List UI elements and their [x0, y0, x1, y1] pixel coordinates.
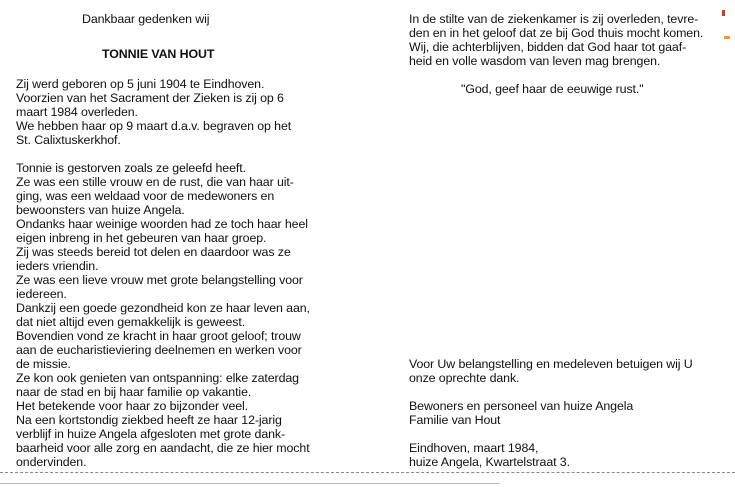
- paragraph-line: St. Calixtuskerkhof.: [16, 133, 121, 147]
- paragraph-line: baarheid voor alle zorg en aandacht, die ze hier mocht: [16, 441, 310, 455]
- paragraph-line: Bovendien vond ze kracht in haar groot geloof; trouw: [16, 329, 301, 343]
- bottom-divider: [0, 472, 735, 474]
- paragraph-line: eigen inbreng in het gebeuren van haar groep.: [16, 231, 267, 245]
- paragraph-line: Wij, die achterblijven, bidden dat God haar tot gaaf-: [409, 40, 687, 54]
- paragraph-line: iedereen.: [16, 287, 67, 301]
- paragraph-line: verblijf in huize Angela afgesloten met grote dank-: [16, 427, 286, 441]
- paragraph-line: Ze was een stille vrouw en de rust, die van haar uit-: [16, 175, 294, 189]
- paragraph-line: Dankzij een goede gezondheid kon ze haar leven aan,: [16, 301, 310, 315]
- paragraph-line: Ondanks haar weinige woorden had ze toch haar heel: [16, 217, 308, 231]
- intro-text: Dankbaar gedenken wij: [82, 12, 210, 26]
- paragraph-line: heid en volle wasdom van leven mag brengen.: [409, 54, 661, 68]
- paragraph-line: den en in het geloof dat ze bij God thuis mocht komen.: [409, 26, 704, 40]
- paragraph-line: In de stilte van de ziekenkamer is zij overleden, tevre-: [409, 12, 699, 26]
- paragraph-line: Familie van Hout: [409, 413, 501, 427]
- paragraph-line: Zij werd geboren op 5 juni 1904 te Eindhoven.: [16, 77, 265, 91]
- paragraph-line: Het betekende voor haar zo bijzonder veel.: [16, 399, 249, 413]
- paragraph-line: ging, was een weldaad voor de medewoners en: [16, 189, 275, 203]
- bottom-edge-line: [0, 483, 500, 484]
- paragraph-line: naar de stad en bij haar familie op vakantie.: [16, 385, 252, 399]
- paragraph-line: Ze kon ook genieten van ontspanning: elke zaterdag: [16, 371, 299, 385]
- paragraph-line: maart 1984 overleden.: [16, 105, 138, 119]
- paragraph-line: Voorzien van het Sacrament der Zieken is zij op 6: [16, 91, 284, 105]
- paragraph-line: aan de eucharistieviering deelnemen en werken voor: [16, 343, 302, 357]
- paragraph-line: onze oprechte dank.: [409, 371, 520, 385]
- prayer-text: "God, geef haar de eeuwige rust.": [461, 82, 644, 96]
- paragraph-line: Bewoners en personeel van huize Angela: [409, 399, 634, 413]
- deceased-name: TONNIE VAN HOUT: [102, 47, 215, 61]
- paragraph-line: Tonnie is gestorven zoals ze geleefd heeft.: [16, 161, 246, 175]
- paragraph-line: Eindhoven, maart 1984,: [409, 441, 539, 455]
- paragraph-line: bewoonsters van huize Angela.: [16, 203, 185, 217]
- paragraph-line: We hebben haar op 9 maart d.a.v. begraven op het: [16, 119, 292, 133]
- paragraph-line: ieders vriendin.: [16, 259, 99, 273]
- paragraph-line: dat niet altijd even gemakkelijk is geweest.: [16, 315, 246, 329]
- paragraph-line: ondervinden.: [16, 455, 87, 469]
- paragraph-line: Ze was een lieve vrouw met grote belangstelling voor: [16, 273, 303, 287]
- paragraph-line: Voor Uw belangstelling en medeleven betuigen wij U: [409, 357, 693, 371]
- paragraph-line: Zij was steeds bereid tot delen en daardoor was ze: [16, 245, 291, 259]
- scan-mark-icon: [712, 6, 732, 46]
- paragraph-line: huize Angela, Kwartelstraat 3.: [409, 455, 570, 469]
- paragraph-line: Na een kortstondig ziekbed heeft ze haar 12-jarig: [16, 413, 282, 427]
- paragraph-line: de missie.: [16, 357, 71, 371]
